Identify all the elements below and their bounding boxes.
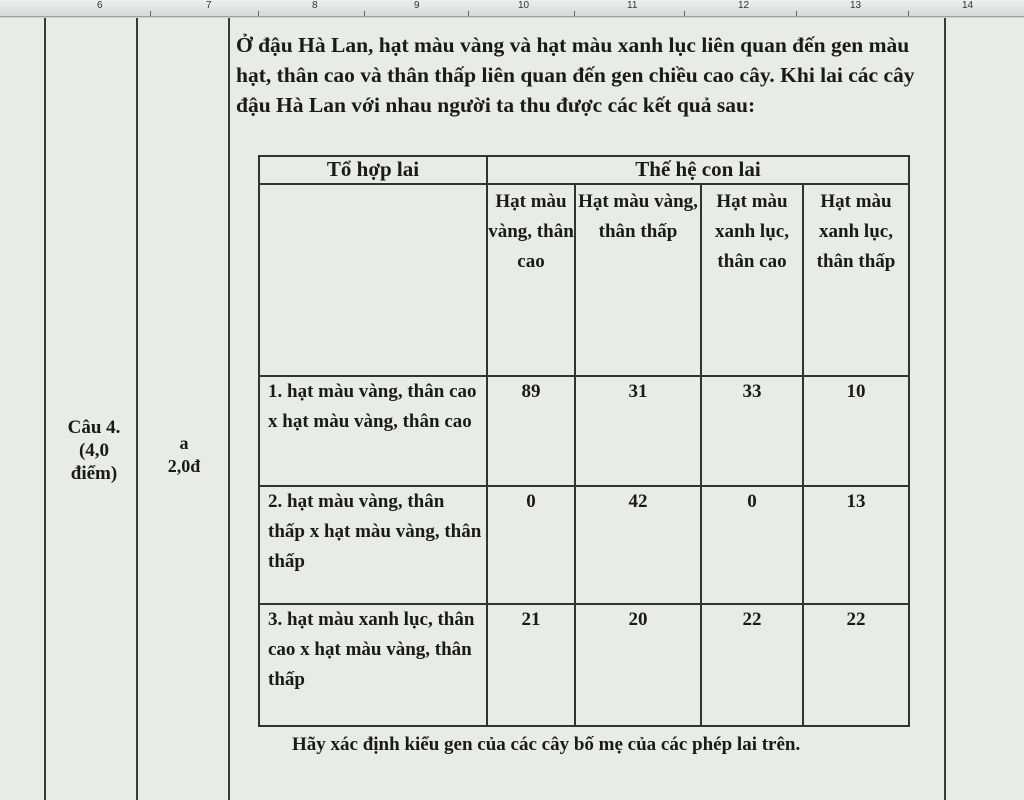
value-cell: 0 [701, 486, 803, 604]
ruler-tick [258, 11, 259, 16]
column-header: Hạt màu xanh lục, thân thấp [803, 184, 909, 376]
ruler-number: 8 [312, 0, 318, 11]
ruler-number: 9 [414, 0, 420, 11]
part-points: 2,0đ [167, 456, 201, 476]
intro-paragraph: Ở đậu Hà Lan, hạt màu vàng và hạt màu xanh lục liên quan đến gen màu hạt, thân cao và thân thấp liên quan đến gen chiều cao cây. Khi lai các cây đậu Hà Lan với nhau người ta thu được các kết quả sau: [236, 33, 915, 117]
ruler-number: 7 [206, 0, 212, 11]
value-cell: 20 [575, 604, 701, 726]
cross-header: Tổ hợp lai [259, 156, 487, 184]
value-cell: 31 [575, 376, 701, 486]
ruler-number: 13 [850, 0, 862, 11]
empty-header-cell [259, 184, 487, 376]
column-header: Hạt màu vàng, thân cao [487, 184, 575, 376]
outer-table-border-right [944, 18, 946, 800]
ruler-number: 10 [518, 0, 530, 11]
part-label: a [179, 433, 189, 453]
question-part [142, 432, 226, 478]
question-number: Câu 4. [67, 417, 121, 438]
ruler-tick [364, 11, 365, 16]
value-cell: 89 [487, 376, 575, 486]
question-label [52, 416, 136, 485]
table-row [259, 376, 909, 486]
column-header: Hạt màu vàng, thân thấp [575, 184, 701, 376]
ruler-number: 11 [627, 0, 638, 11]
table-row [259, 604, 909, 726]
question-points: (4,0 [78, 440, 110, 461]
cross-cell: 2. hạt màu vàng, thân thấp x hạt màu vàng, thân thấp [259, 486, 487, 604]
ruler-tick [908, 11, 909, 16]
ruler-tick [468, 11, 469, 16]
value-cell: 22 [701, 604, 803, 726]
ruler [0, 0, 1024, 17]
ruler-number: 12 [738, 0, 750, 11]
ruler-tick [684, 11, 685, 16]
table-row [259, 486, 909, 604]
question-points-unit: điểm) [70, 463, 118, 484]
outer-table-border-left [44, 18, 46, 800]
cross-cell: 1. hạt màu vàng, thân cao x hạt màu vàng, thân cao [259, 376, 487, 486]
cross-cell: 3. hạt màu xanh lục, thân cao x hạt màu vàng, thân thấp [259, 604, 487, 726]
ruler-number: 14 [962, 0, 974, 11]
ruler-tick [796, 11, 797, 16]
value-cell: 33 [701, 376, 803, 486]
ruler-tick [574, 11, 575, 16]
value-cell: 0 [487, 486, 575, 604]
value-cell: 10 [803, 376, 909, 486]
value-cell: 42 [575, 486, 701, 604]
results-table [258, 155, 910, 727]
value-cell: 21 [487, 604, 575, 726]
document-page [0, 18, 1024, 800]
outer-table-divider [228, 18, 230, 800]
ruler-tick [150, 11, 151, 16]
offspring-header: Thế hệ con lai [487, 156, 909, 184]
ruler-number: 6 [97, 0, 103, 11]
column-header: Hạt màu xanh lục, thân cao [701, 184, 803, 376]
question-paragraph: Hãy xác định kiểu gen của các cây bố mẹ của các phép lai trên. [292, 734, 801, 755]
value-cell: 13 [803, 486, 909, 604]
outer-table-divider [136, 18, 138, 800]
value-cell: 22 [803, 604, 909, 726]
